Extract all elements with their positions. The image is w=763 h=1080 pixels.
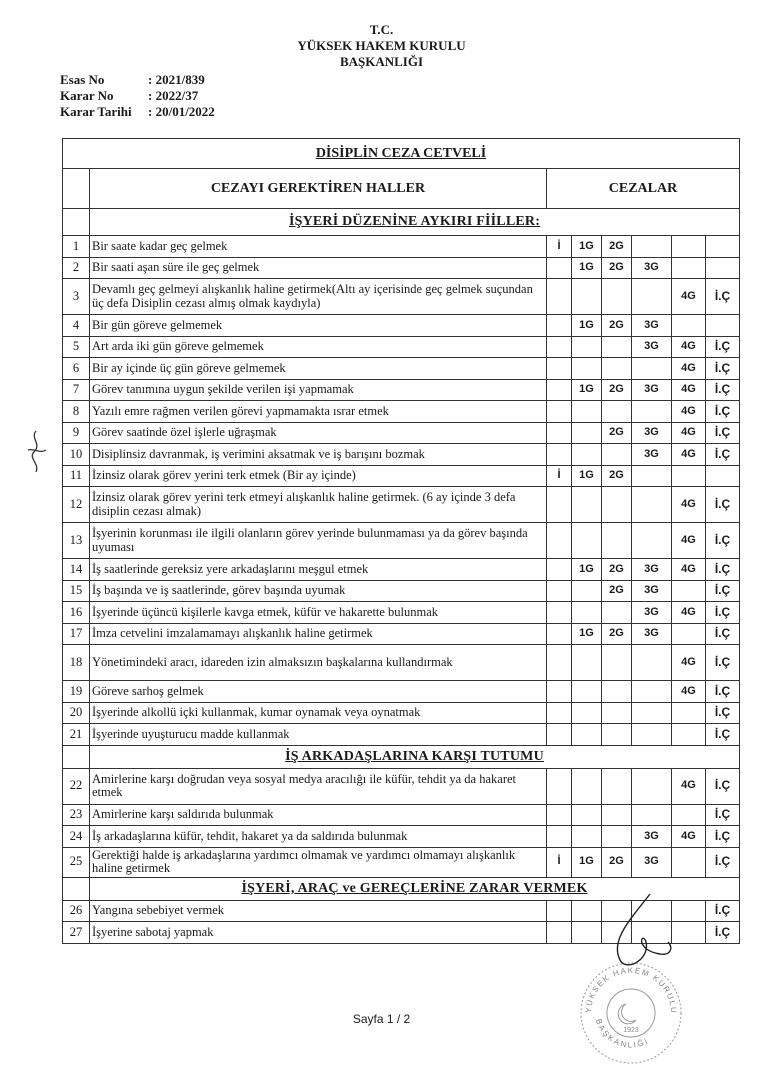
penalty-cell <box>572 804 602 826</box>
row-number: 21 <box>63 724 90 746</box>
row-number: 17 <box>63 623 90 645</box>
penalty-cell: 3G <box>632 422 672 444</box>
penalty-cell: 2G <box>602 465 632 487</box>
row-number: 14 <box>63 559 90 581</box>
penalty-cell <box>547 826 572 848</box>
penalty-cell <box>547 922 572 944</box>
row-number: 1 <box>63 236 90 258</box>
penalty-cell: İ.Ç <box>706 559 740 581</box>
table-row <box>63 422 740 444</box>
penalty-cell <box>547 804 572 826</box>
penalty-cell <box>572 487 602 523</box>
penalty-cell: 1G <box>572 623 602 645</box>
penalty-cell: İ.Ç <box>706 602 740 624</box>
meta-key: Esas No <box>60 72 105 87</box>
penalty-cell: 3G <box>632 580 672 602</box>
penalty-cell: İ.Ç <box>706 645 740 681</box>
penalty-cell <box>572 401 602 423</box>
penalty-cell <box>672 580 706 602</box>
penalty-cell <box>547 422 572 444</box>
penalty-cell <box>672 804 706 826</box>
row-number: 4 <box>63 315 90 337</box>
penalty-cell: 1G <box>572 236 602 258</box>
penalty-cell <box>547 336 572 358</box>
offense-description: İş başında ve iş saatlerinde, görev başında uyumak <box>90 580 547 602</box>
offense-description: İş arkadaşlarına küfür, tehdit, hakaret ya da saldırıda bulunmak <box>90 826 547 848</box>
penalty-cell: 1G <box>572 379 602 401</box>
penalty-cell <box>632 236 672 258</box>
penalty-cell <box>706 465 740 487</box>
penalty-cell: 2G <box>602 422 632 444</box>
penalty-cell: 3G <box>632 379 672 401</box>
penalty-cell <box>547 523 572 559</box>
penalty-cell <box>632 279 672 315</box>
penalty-cell <box>632 681 672 703</box>
penalty-cell: 1G <box>572 559 602 581</box>
offense-description: Amirlerine karşı saldırıda bulunmak <box>90 804 547 826</box>
section-spacer-cell <box>63 209 90 236</box>
penalty-cell <box>572 826 602 848</box>
row-number: 20 <box>63 702 90 724</box>
penalty-cell <box>602 279 632 315</box>
penalty-cell: 4G <box>672 826 706 848</box>
penalty-cell: İ.Ç <box>706 826 740 848</box>
table-row <box>63 702 740 724</box>
penalty-cell <box>602 645 632 681</box>
penalty-cell: İ <box>547 465 572 487</box>
offense-description: Bir gün göreve gelmemek <box>90 315 547 337</box>
penalty-cell: İ <box>547 236 572 258</box>
header-spacer-cell <box>63 169 90 209</box>
penalty-cell <box>572 523 602 559</box>
penalty-cell <box>602 602 632 624</box>
table-row <box>63 379 740 401</box>
offense-description: Bir saati aşan süre ile geç gelmek <box>90 257 547 279</box>
penalty-cell: 2G <box>602 257 632 279</box>
table-row <box>63 804 740 826</box>
table-row <box>63 580 740 602</box>
row-number: 3 <box>63 279 90 315</box>
penalty-cell: 4G <box>672 559 706 581</box>
penalty-cell <box>572 681 602 703</box>
table-row <box>63 602 740 624</box>
penalty-cell: 4G <box>672 358 706 380</box>
offense-description: Göreve sarhoş gelmek <box>90 681 547 703</box>
row-number: 22 <box>63 768 90 804</box>
penalty-cell <box>602 336 632 358</box>
penalty-cell: 2G <box>602 847 632 877</box>
penalty-cell: 4G <box>672 602 706 624</box>
penalty-cell <box>706 236 740 258</box>
row-number: 27 <box>63 922 90 944</box>
table-row <box>63 487 740 523</box>
meta-value: : 2021/839 <box>148 72 205 87</box>
header-presidency: BAŞKANLIĞI <box>339 54 424 69</box>
penalty-cell <box>547 724 572 746</box>
meta-key: Karar Tarihi <box>60 104 132 119</box>
offense-description: Yazılı emre rağmen verilen görevi yapmamakta ısrar etmek <box>90 401 547 423</box>
penalty-cell <box>547 702 572 724</box>
svg-text:YÜKSEK HAKEM KURULU: YÜKSEK HAKEM KURULU <box>583 965 679 1015</box>
penalty-cell: 1G <box>572 847 602 877</box>
table-title: DİSİPLİN CEZA CETVELİ <box>63 139 740 169</box>
meta-value: : 20/01/2022 <box>148 104 215 119</box>
table-row <box>63 257 740 279</box>
table-row <box>63 444 740 466</box>
offense-description: Art arda iki gün göreve gelmemek <box>90 336 547 358</box>
penalty-cell <box>547 315 572 337</box>
page-number: Sayfa 1 / 2 <box>352 1012 411 1026</box>
offense-description: Bir ay içinde üç gün göreve gelmemek <box>90 358 547 380</box>
penalty-cell: 4G <box>672 444 706 466</box>
header-tc: T.C. <box>369 22 394 37</box>
penalty-cell: 4G <box>672 379 706 401</box>
penalty-cell: İ.Ç <box>706 487 740 523</box>
section-heading: İŞYERİ, ARAÇ ve GEREÇLERİNE ZARAR VERMEK <box>90 877 740 900</box>
penalty-cell <box>547 900 572 922</box>
section-heading: İŞ ARKADAŞLARINA KARŞI TUTUMU <box>90 745 740 768</box>
penalty-cell <box>632 487 672 523</box>
penalty-cell <box>602 487 632 523</box>
penalty-cell <box>547 623 572 645</box>
offense-description: Bir saate kadar geç gelmek <box>90 236 547 258</box>
penalty-cell: İ.Ç <box>706 422 740 444</box>
penalty-cell: 2G <box>602 236 632 258</box>
col-header-conditions: CEZAYI GEREKTİREN HALLER <box>90 169 547 209</box>
table-row <box>63 401 740 423</box>
penalty-cell: 1G <box>572 465 602 487</box>
penalty-cell <box>602 804 632 826</box>
penalty-cell: 3G <box>632 847 672 877</box>
penalty-cell <box>672 315 706 337</box>
table-row <box>63 279 740 315</box>
offense-description: İzinsiz olarak görev yerini terk etmeyi alışkanlık haline getirmek. (6 ay içinde 3 defa disiplin cezası almak) <box>90 487 547 523</box>
penalty-cell <box>572 602 602 624</box>
meta-value: : 2022/37 <box>148 88 199 103</box>
offense-description: Gerektiği halde iş arkadaşlarına yardımcı olmamak ve yardımcı olmamayı alışkanlık haline getirmek <box>90 847 547 877</box>
penalty-cell <box>547 379 572 401</box>
table-row <box>63 681 740 703</box>
offense-description: Yangına sebebiyet vermek <box>90 900 547 922</box>
penalty-cell <box>547 358 572 380</box>
table-row <box>63 465 740 487</box>
penalty-cell: İ.Ç <box>706 681 740 703</box>
penalty-cell <box>672 847 706 877</box>
row-number: 18 <box>63 645 90 681</box>
penalty-cell <box>547 681 572 703</box>
penalty-cell: 3G <box>632 336 672 358</box>
penalty-cell <box>632 358 672 380</box>
row-number: 7 <box>63 379 90 401</box>
penalty-cell <box>632 401 672 423</box>
penalty-cell: İ.Ç <box>706 523 740 559</box>
offense-description: Devamlı geç gelmeyi alışkanlık haline getirmek(Altı ay içerisinde geç gelmek suçundan üç defa Disiplin cezası almış olmak kaydıyla) <box>90 279 547 315</box>
penalty-cell <box>632 465 672 487</box>
penalty-cell: İ.Ç <box>706 623 740 645</box>
penalty-cell <box>602 681 632 703</box>
penalty-cell: İ.Ç <box>706 336 740 358</box>
penalty-cell <box>572 768 602 804</box>
row-number: 8 <box>63 401 90 423</box>
penalty-cell <box>547 559 572 581</box>
penalty-cell <box>572 580 602 602</box>
penalty-cell <box>632 804 672 826</box>
row-number: 19 <box>63 681 90 703</box>
penalty-cell: İ.Ç <box>706 804 740 826</box>
penalty-cell: 3G <box>632 257 672 279</box>
penalty-cell <box>547 768 572 804</box>
penalty-cell <box>572 724 602 746</box>
row-number: 5 <box>63 336 90 358</box>
penalty-cell: 1G <box>572 257 602 279</box>
case-meta <box>60 72 215 120</box>
penalty-cell: 4G <box>672 681 706 703</box>
table-row <box>63 623 740 645</box>
row-number: 12 <box>63 487 90 523</box>
penalty-cell <box>602 444 632 466</box>
penalty-cell: İ.Ç <box>706 279 740 315</box>
offense-description: Görev saatinde özel işlerle uğraşmak <box>90 422 547 444</box>
penalty-cell <box>572 422 602 444</box>
table-row <box>63 645 740 681</box>
table-row <box>63 315 740 337</box>
svg-text:BAŞKANLIĞI: BAŞKANLIĞI <box>593 1017 651 1050</box>
penalty-cell <box>572 444 602 466</box>
penalty-cell <box>602 702 632 724</box>
penalty-cell <box>672 724 706 746</box>
penalty-cell: 4G <box>672 768 706 804</box>
penalty-cell: 2G <box>602 559 632 581</box>
penalty-cell <box>547 401 572 423</box>
table-row <box>63 236 740 258</box>
penalty-cell: 4G <box>672 645 706 681</box>
penalty-cell: İ.Ç <box>706 444 740 466</box>
penalty-cell <box>547 444 572 466</box>
row-number: 16 <box>63 602 90 624</box>
handwritten-initial-mark <box>22 428 52 478</box>
row-number: 11 <box>63 465 90 487</box>
offense-description: İşyerinde uyuşturucu madde kullanmak <box>90 724 547 746</box>
penalty-cell <box>572 279 602 315</box>
penalty-cell <box>672 236 706 258</box>
svg-text:1923: 1923 <box>623 1027 639 1034</box>
penalty-cell: 2G <box>602 315 632 337</box>
table-row <box>63 559 740 581</box>
table-row <box>63 847 740 877</box>
penalty-cell: İ.Ç <box>706 580 740 602</box>
penalty-cell: 3G <box>632 826 672 848</box>
penalty-cell <box>632 724 672 746</box>
offense-description: İzinsiz olarak görev yerini terk etmek (Bir ay içinde) <box>90 465 547 487</box>
penalty-cell <box>547 602 572 624</box>
penalty-cell: 1G <box>572 315 602 337</box>
penalty-cell <box>602 724 632 746</box>
penalty-cell: İ.Ç <box>706 358 740 380</box>
penalty-cell <box>547 257 572 279</box>
penalty-cell <box>632 702 672 724</box>
section-spacer-cell <box>63 745 90 768</box>
penalty-cell <box>547 645 572 681</box>
offense-description: İş saatlerinde gereksiz yere arkadaşlarını meşgul etmek <box>90 559 547 581</box>
penalty-table <box>62 138 740 944</box>
penalty-cell: 3G <box>632 559 672 581</box>
penalty-cell <box>632 768 672 804</box>
penalty-cell <box>672 465 706 487</box>
row-number: 25 <box>63 847 90 877</box>
penalty-cell: 4G <box>672 487 706 523</box>
penalty-cell: İ.Ç <box>706 900 740 922</box>
offense-description: Yönetimindeki aracı, idareden izin almaksızın başkalarına kullandırmak <box>90 645 547 681</box>
penalty-cell: İ.Ç <box>706 847 740 877</box>
offense-description: Görev tanımına uygun şekilde verilen işi yapmamak <box>90 379 547 401</box>
penalty-cell <box>547 487 572 523</box>
penalty-cell <box>572 358 602 380</box>
penalty-cell: İ.Ç <box>706 768 740 804</box>
penalty-cell: 2G <box>602 623 632 645</box>
penalty-cell <box>672 623 706 645</box>
section-spacer-cell <box>63 877 90 900</box>
row-number: 26 <box>63 900 90 922</box>
row-number: 23 <box>63 804 90 826</box>
penalty-cell: İ <box>547 847 572 877</box>
row-number: 13 <box>63 523 90 559</box>
penalty-cell <box>602 523 632 559</box>
row-number: 10 <box>63 444 90 466</box>
offense-description: İmza cetvelini imzalamamayı alışkanlık haline getirmek <box>90 623 547 645</box>
penalty-cell: 4G <box>672 336 706 358</box>
penalty-cell: 3G <box>632 444 672 466</box>
penalty-cell: 3G <box>632 315 672 337</box>
section-heading: İŞYERİ DÜZENİNE AYKIRI FİİLLER: <box>90 209 740 236</box>
penalty-cell <box>602 826 632 848</box>
penalty-cell <box>706 257 740 279</box>
offense-description: Amirlerine karşı doğrudan veya sosyal medya aracılığı ile küfür, tehdit ya da hakaret etmek <box>90 768 547 804</box>
table-row <box>63 336 740 358</box>
penalty-cell: İ.Ç <box>706 401 740 423</box>
penalty-cell: 3G <box>632 623 672 645</box>
penalty-cell: 2G <box>602 580 632 602</box>
offense-description: İşyerine sabotaj yapmak <box>90 922 547 944</box>
penalty-cell: İ.Ç <box>706 922 740 944</box>
penalty-cell <box>547 580 572 602</box>
table-row <box>63 523 740 559</box>
penalty-cell: İ.Ç <box>706 379 740 401</box>
offense-description: İşyerinde üçüncü kişilerle kavga etmek, küfür ve hakarette bulunmak <box>90 602 547 624</box>
table-row <box>63 826 740 848</box>
penalty-cell: 4G <box>672 422 706 444</box>
row-number: 2 <box>63 257 90 279</box>
meta-key: Karar No <box>60 88 114 103</box>
row-number: 9 <box>63 422 90 444</box>
offense-description: İşyerinde alkollü içki kullanmak, kumar oynamak veya oynatmak <box>90 702 547 724</box>
penalty-cell: 4G <box>672 279 706 315</box>
penalty-cell <box>672 257 706 279</box>
row-number: 24 <box>63 826 90 848</box>
table-row <box>63 358 740 380</box>
penalty-cell: 4G <box>672 523 706 559</box>
penalty-cell <box>706 315 740 337</box>
table-row <box>63 724 740 746</box>
penalty-cell <box>632 645 672 681</box>
penalty-cell: 2G <box>602 379 632 401</box>
col-header-penalties: CEZALAR <box>547 169 740 209</box>
row-number: 6 <box>63 358 90 380</box>
penalty-cell: 4G <box>672 401 706 423</box>
header-institution: YÜKSEK HAKEM KURULU <box>297 38 466 53</box>
penalty-cell <box>632 523 672 559</box>
penalty-cell <box>572 336 602 358</box>
penalty-cell <box>572 645 602 681</box>
penalty-cell <box>602 401 632 423</box>
penalty-cell <box>547 279 572 315</box>
table-row <box>63 768 740 804</box>
penalty-cell: 3G <box>632 602 672 624</box>
penalty-cell <box>572 702 602 724</box>
penalty-cell: İ.Ç <box>706 724 740 746</box>
penalty-cell <box>602 358 632 380</box>
offense-description: İşyerinin korunması ile ilgili olanların görev yerinde bulunmaması ya da görev başında uyuması <box>90 523 547 559</box>
penalty-cell: İ.Ç <box>706 702 740 724</box>
penalty-cell <box>672 702 706 724</box>
row-number: 15 <box>63 580 90 602</box>
penalty-cell <box>602 768 632 804</box>
offense-description: Disiplinsiz davranmak, iş verimini aksatmak ve iş barışını bozmak <box>90 444 547 466</box>
